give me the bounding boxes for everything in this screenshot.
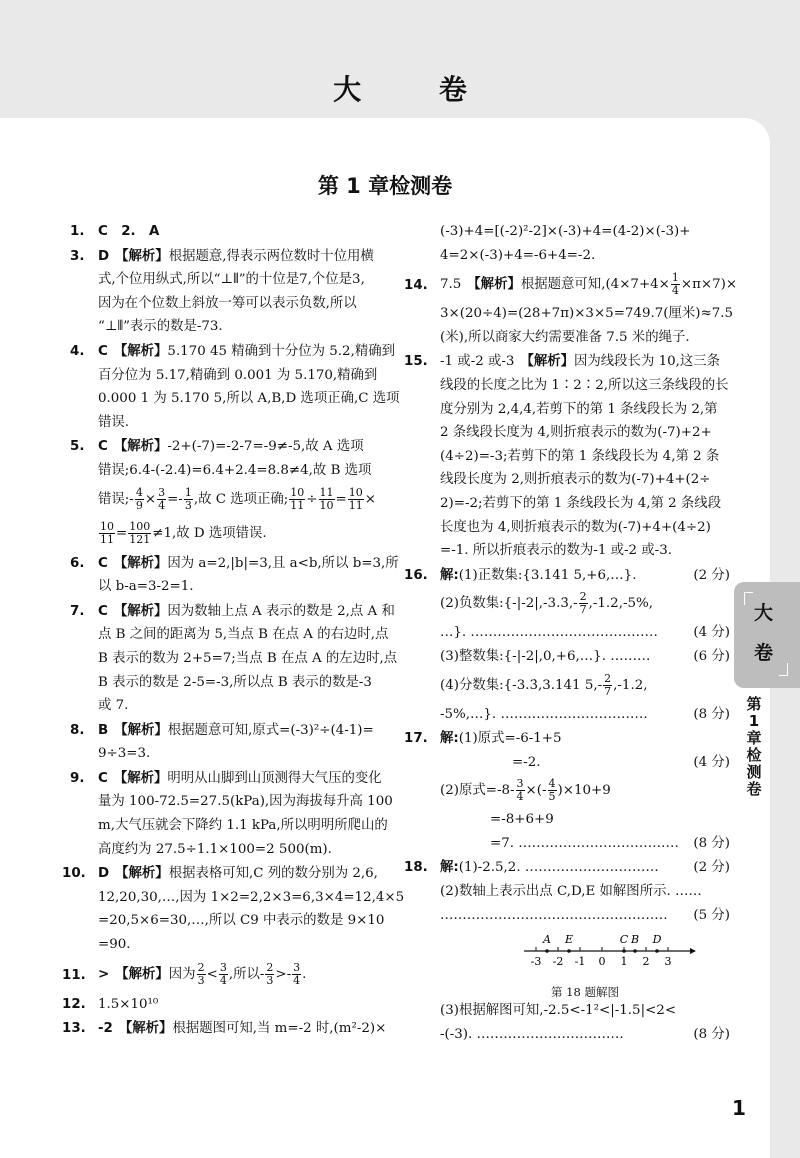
answer-q8 xyxy=(70,719,394,766)
question-number: 12. xyxy=(62,996,86,1012)
fraction-line: (4)分数集:{-3.3̇,3.141 5,- $\frac{2}{7}$ ,-1.2, xyxy=(440,671,648,698)
score-mark: (2 分) xyxy=(693,567,730,583)
point-label: B xyxy=(630,933,640,947)
answer-choice: -2 xyxy=(98,1021,113,1037)
question-number: 4. xyxy=(70,343,85,359)
point-D xyxy=(655,949,659,953)
text-line: m,大气压就会下降约 1.1 kPa,所以明明所爬山的 xyxy=(98,818,388,834)
number-line-figure xyxy=(440,931,730,987)
question-number: 9. xyxy=(70,770,85,786)
question-number: 10. xyxy=(62,866,86,882)
text-line: 根据表格可知,C 列的数分别为 2,6, xyxy=(168,866,378,882)
tick-label: 2 xyxy=(642,955,650,969)
question-number: 14. xyxy=(404,278,428,294)
score-mark: (5 分) xyxy=(693,907,730,923)
text-line: 明明从山脚到山顶测得大气压的变化 xyxy=(167,770,382,786)
text-line: …………………………………………… xyxy=(440,907,668,923)
text-line: 根据题意可知,原式=(-3)²÷(4-1)= xyxy=(167,722,374,738)
analysis-tag: 【解析】 xyxy=(113,439,168,455)
point-label: D xyxy=(652,933,662,947)
text-line: B 表示的数为 2+5=7;当点 B 在点 A 的左边时,点 xyxy=(98,650,398,666)
right-column xyxy=(404,220,738,1047)
text-line: 5.170 45 精确到十分位为 5.2,精确到 xyxy=(167,343,395,359)
answer-choice: C xyxy=(98,343,108,359)
answer-q11 xyxy=(62,958,394,992)
point-label: A xyxy=(543,933,551,947)
fraction-line: 错误;- $\frac{4}{9}$ × $\frac{3}{4}$ =- $\frac{1}{3}$ ,故 C 选项正确; $\frac{10}{11}$ ÷ $\frac{11}{10}$ = $\frac{10}{11}$ × xyxy=(98,485,376,512)
text-line: =-8+6+9 xyxy=(490,812,554,828)
fraction-line: (2)原式=-8- $\frac{3}{4}$ ×(- $\frac{4}{5}$ )×10+9 xyxy=(440,777,611,804)
point-label: C xyxy=(619,933,629,947)
side-tab-bottom: 卷 xyxy=(754,642,774,664)
text-line: 以 b-a=3-2=1. xyxy=(98,579,194,595)
text-line: 错误. xyxy=(98,414,130,430)
answer-q14 xyxy=(404,268,738,349)
analysis-tag: 【解析】 xyxy=(520,354,574,370)
solution-label: 解: xyxy=(440,567,459,583)
text-line: (4÷2)=-3;若剪下的第 1 条线段长为 4,第 2 条 xyxy=(440,448,720,464)
text-line: 2 条线段长度为 4,则折痕表示的数为(-7)+2+ xyxy=(440,425,712,441)
text-line: -(-3). …………………………… xyxy=(440,1026,624,1042)
answer-q7 xyxy=(70,600,398,718)
answer-choice: C xyxy=(98,555,108,571)
text-line: B 表示的数是 2-5=-3,所以点 B 表示的数是-3 xyxy=(98,674,372,690)
text-line: 3×(20÷4)=(28+7π)×3×5=749.7(厘米)≈7.5 xyxy=(440,306,733,322)
side-tab-top: 大 xyxy=(754,602,774,624)
text-line: 长度也为 4,则折痕表示的数为(-7)+4+(4÷2) xyxy=(440,519,711,535)
bracket-bottom-icon xyxy=(779,663,788,676)
text-line: -5%,…}. …………………………… xyxy=(440,706,648,722)
text-line: (1)-2.5,2. ………………………… xyxy=(458,860,659,876)
text-line: …}. …………………………………… xyxy=(440,625,658,641)
analysis-tag: 【解析】 xyxy=(113,603,168,619)
bracket-top-icon xyxy=(744,592,753,605)
score-mark: (2 分) xyxy=(693,860,730,876)
point-E xyxy=(567,949,571,953)
text-line: (1)正数集:{3.141 5,+6,…}. xyxy=(458,567,637,583)
point-C xyxy=(622,949,626,953)
text-line: 2)=-2;若剪下的第 1 条线段长为 4,第 2 条线段 xyxy=(440,495,722,511)
question-number: 5. xyxy=(70,439,85,455)
answer-q6 xyxy=(70,552,399,599)
tick-label: -2 xyxy=(552,955,564,969)
solution-label: 解: xyxy=(440,731,459,747)
answer-choice: C xyxy=(98,603,108,619)
answer-q13-continued xyxy=(412,220,730,267)
answer-q15 xyxy=(404,350,730,562)
tick-label: -3 xyxy=(530,955,542,969)
question-number: 1. xyxy=(70,224,85,239)
text-line: 线段长度为 2,则折痕表示的数为(-7)+4+(2÷ xyxy=(440,472,711,488)
fraction-line: 7.5 【解析】根据题意可知,(4×7+4× $\frac{1}{4}$ ×π×7)× xyxy=(440,271,738,298)
score-mark: (8 分) xyxy=(693,835,730,851)
text-line: 度分别为 2,4,4,若剪下的第 1 条线段长为 2,第 xyxy=(440,401,718,417)
answer-choice: -1 或-2 或-3 xyxy=(440,354,515,370)
number-line-svg xyxy=(520,931,700,975)
text-line: 高度约为 27.5÷1.1×100=2 500(m). xyxy=(98,841,332,857)
page-number: 1 xyxy=(732,1096,746,1120)
text-line: “⊥⫴”表示的数是-73. xyxy=(98,319,223,335)
question-number: 3. xyxy=(70,248,85,264)
answer-choice: C xyxy=(98,770,108,786)
text-line: (3)根据解图可知,-2.5<-1²<|-1.5|<2< xyxy=(440,1003,677,1019)
answer-q17 xyxy=(404,727,730,855)
axis-arrow-icon xyxy=(690,948,696,954)
analysis-tag: 【解析】 xyxy=(118,1021,173,1037)
answer-choice: D xyxy=(98,866,110,882)
question-number: 15. xyxy=(404,354,428,370)
text-line: =90. xyxy=(98,937,131,953)
fraction-line: > 【解析】因为 $\frac{2}{3}$ < $\frac{3}{4}$ ,所以- $\frac{2}{3}$ >- $\frac{3}{4}$ . xyxy=(98,960,307,987)
answer-q4 xyxy=(70,340,400,434)
text-line: =-1. 所以折痕表示的数为-1 或-2 或-3. xyxy=(440,543,672,559)
text-line: 因为在个位数上斜放一筹可以表示负数,所以 xyxy=(98,295,357,311)
answer-choice: B xyxy=(98,722,109,738)
text-line: 线段的长度之比为 1∶2∶2,所以这三条线段的长 xyxy=(440,377,729,393)
text-line: 式,个位用纵式,所以“⊥⫴”的十位是7,个位是3, xyxy=(98,272,365,288)
tick-label: -1 xyxy=(574,955,586,969)
text-line: (1)原式=-6-1+5 xyxy=(458,731,562,747)
answer-q12 xyxy=(62,993,394,1017)
question-number: 18. xyxy=(404,860,428,876)
analysis-tag: 【解析】 xyxy=(113,770,168,786)
answer-q18 xyxy=(404,856,730,1046)
question-number: 16. xyxy=(404,567,428,583)
question-number: 8. xyxy=(70,722,85,738)
text-line: (3)整数集:{-|-2|,0,+6,…}. ……… xyxy=(440,648,651,664)
text-line: (米),所以商家大约需要准备 7.5 米的绳子. xyxy=(440,329,690,345)
text-line: 错误;6.4-(-2.4)=6.4+2.4=8.8≠4,故 B 选项 xyxy=(98,462,372,478)
side-tab xyxy=(734,582,800,688)
score-mark: (4 分) xyxy=(693,625,730,641)
question-number: 13. xyxy=(62,1021,86,1037)
question-number: 6. xyxy=(70,555,85,571)
text-line: -2+(-7)=-2-7=-9≠-5,故 A 选项 xyxy=(167,439,364,455)
text-line: 因为线段长为 10,这三条 xyxy=(574,354,721,370)
text-line: (2)数轴上表示出点 C,D,E 如解图所示. …… xyxy=(440,884,702,900)
fraction-line: $\frac{10}{11}$ = $\frac{100}{121}$ ≠1,故 D 选项错误. xyxy=(100,519,267,546)
side-chapter-label: 第 1 章 检 测 卷 xyxy=(746,695,762,798)
text-line: 百分位为 5.17,精确到 0.001 为 5.170,精确到 xyxy=(98,367,378,383)
score-mark: (6 分) xyxy=(693,648,730,664)
text-line: 0.000 1 为 5.170 5,所以 A,B,D 选项正确,C 选项 xyxy=(98,391,400,407)
text-line: 量为 100-72.5=27.5(kPa),因为海拔每升高 100 xyxy=(98,794,393,810)
point-B xyxy=(633,949,637,953)
answer-q10 xyxy=(62,862,405,956)
text-line: 4=2×(-3)+4=-6+4=-2. xyxy=(440,247,596,263)
text-line: =-2. xyxy=(512,754,541,770)
chapter-title: 第 1 章检测卷 xyxy=(317,174,453,198)
text-line: 点 B 之间的距离为 5,当点 B 在点 A 的右边时,点 xyxy=(98,627,389,643)
score-mark: (8 分) xyxy=(693,1026,730,1042)
text-line: 因为数轴上点 A 表示的数是 2,点 A 和 xyxy=(167,603,395,619)
question-number: 7. xyxy=(70,603,85,619)
text-line: 因为 a=2,|b|=3,且 a<b,所以 b=3,所 xyxy=(167,555,399,571)
point-label: E xyxy=(564,933,574,947)
text-line: 根据题意,得表示两位数时十位用横 xyxy=(168,248,374,264)
tick-label: 1 xyxy=(620,955,628,969)
question-number: 17. xyxy=(404,731,428,747)
answer-text: C 2. A xyxy=(98,224,160,239)
text-line: =20,5×6=30,…,所以 C9 中表示的数是 9×10 xyxy=(98,913,385,929)
answer-choice: D xyxy=(98,248,110,264)
analysis-tag: 【解析】 xyxy=(114,722,168,738)
tick-label: 0 xyxy=(598,955,606,969)
text-line: 根据题图可知,当 m=-2 时,(m²-2)× xyxy=(172,1021,387,1037)
analysis-tag: 【解析】 xyxy=(113,343,168,359)
point-A xyxy=(545,949,549,953)
answer-q1 xyxy=(70,220,394,244)
text-line: =7. ……………………………… xyxy=(490,835,679,851)
answer-q3 xyxy=(70,245,394,339)
text-line: 或 7. xyxy=(98,698,129,714)
answer-q13 xyxy=(62,1017,394,1041)
answer-q5 xyxy=(70,435,394,550)
volume-title: 大 卷 xyxy=(333,73,501,106)
answer-q16 xyxy=(404,564,730,726)
text-line: 12,20,30,…,因为 1×2=2,2×3=6,3×4=12,4×5 xyxy=(98,889,405,905)
answer-q9 xyxy=(70,767,394,861)
answer-text: 1.5×10¹⁰ xyxy=(98,996,159,1012)
solution-label: 解: xyxy=(440,860,459,876)
analysis-tag: 【解析】 xyxy=(115,866,169,882)
analysis-tag: 【解析】 xyxy=(115,248,169,264)
score-mark: (8 分) xyxy=(693,706,730,722)
question-number: 11. xyxy=(62,967,86,983)
tick-label: 3 xyxy=(664,955,672,969)
text-line: (-3)+4=[(-2)²-2]×(-3)+4=(4-2)×(-3)+ xyxy=(440,224,691,239)
figure-caption: 第 18 题解图 xyxy=(551,985,619,1000)
answer-choice: C xyxy=(98,439,108,455)
analysis-tag: 【解析】 xyxy=(113,555,168,571)
tick-group xyxy=(531,947,672,968)
left-column xyxy=(62,220,405,1042)
score-mark: (4 分) xyxy=(693,754,730,770)
fraction-line: (2)负数集:{-|-2|,-3.3̇,- $\frac{2}{7}$ ,-1.2,-5%, xyxy=(440,590,653,617)
text-line: 9÷3=3. xyxy=(98,746,151,762)
